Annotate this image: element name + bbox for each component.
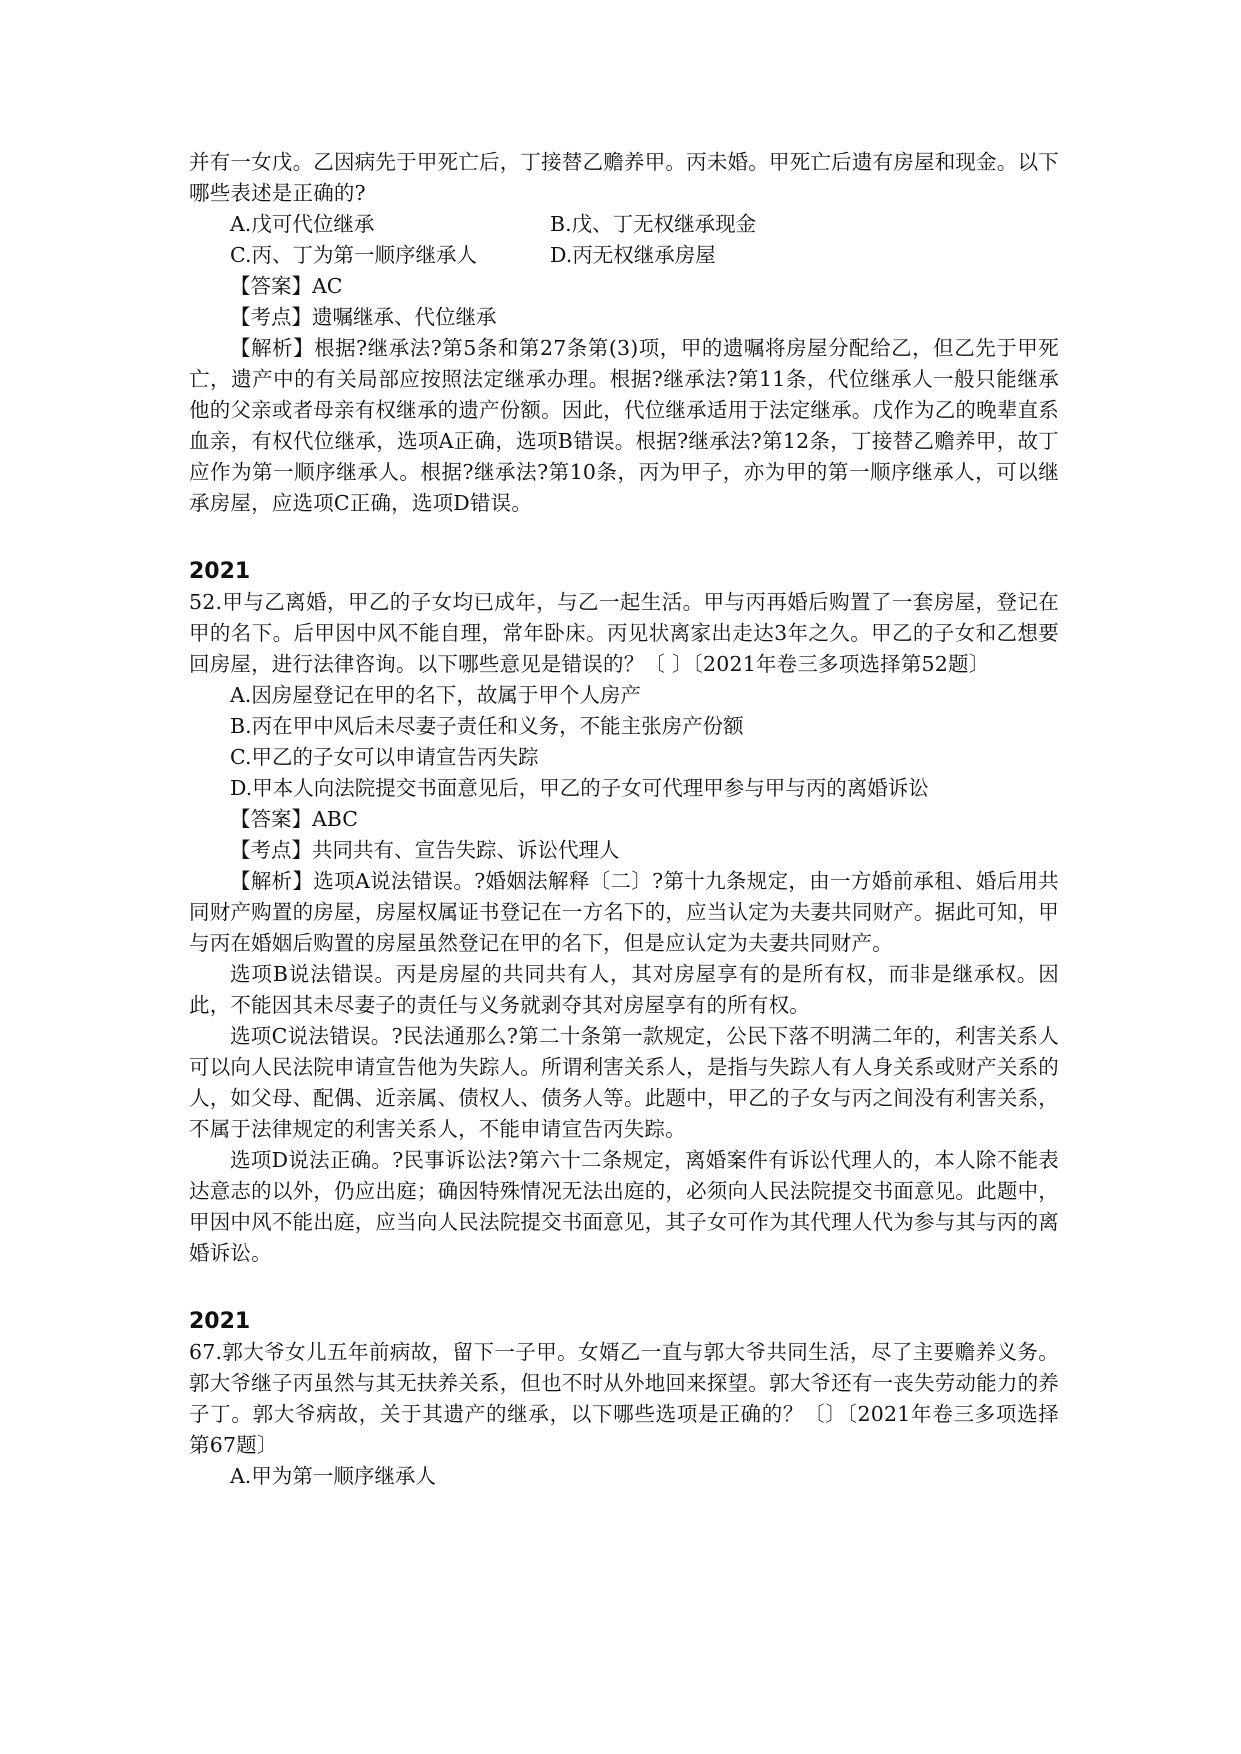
options-row-ab xyxy=(189,209,1059,240)
document-page xyxy=(189,147,1059,1492)
analysis-option-c: 选项C说法错误。?民法通那么?第二十条第一款规定，公民下落不明满二年的，利害关系人可以向人民法院申请宣告他为失踪人。所谓利害关系人，是指与失踪人有人身关系或财产关系的人，如父母、配偶、近亲属、债权人、债务人等。此题中，甲乙的子女与丙之间没有利害关系，不属于法律规定的利害关系人，不能申请宣告丙失踪。 xyxy=(189,1024,1059,1141)
analysis-option-a: 【解析】选项A说法错误。?婚姻法解释〔二〕?第十九条规定，由一方婚前承租、婚后用共同财产购置的房屋，房屋权属证书登记在一方名下的，应当认定为夫妻共同财产。据此可知，甲与丙在婚姻后购置的房屋虽然登记在甲的名下，但是应认定为夫妻共同财产。 xyxy=(189,869,1059,955)
spacer xyxy=(189,519,1059,550)
question-stem: 并有一女戊。乙因病先于甲死亡后，丁接替乙赡养甲。丙未婚。甲死亡后遗有房屋和现金。以下哪些表述是正确的? xyxy=(189,150,1059,205)
answer: 【答案】ABC xyxy=(230,807,358,831)
year-heading: 2021 xyxy=(189,559,251,584)
option-a: A.戊可代位继承 xyxy=(230,212,375,236)
key-point: 【考点】共同共有、宣告失踪、诉讼代理人 xyxy=(230,838,620,862)
analysis: 【解析】根据?继承法?第5条和第27条第(3)项，甲的遗嘱将房屋分配给乙，但乙先于甲死亡，遗产中的有关局部应按照法定继承办理。根据?继承法?第11条，代位继承人一般只能继承他的父亲或者母亲有权继承的遗产份额。因此，代位继承适用于法定继承。戊作为乙的晚辈直系血亲，有权代位继承，选项A正确，选项B错误。根据?继承法?第12条，丁接替乙赡养甲，故丁应作为第一顺序继承人。根据?继承法?第10条，丙为甲子，亦为甲的第一顺序继承人，可以继承房屋，应选项C正确，选项D错误。 xyxy=(189,336,1059,515)
answer: 【答案】AC xyxy=(230,274,343,298)
question-stem: 67.郭大爷女儿五年前病故，留下一子甲。女婿乙一直与郭大爷共同生活，尽了主要赡养义务。郭大爷继子丙虽然与其无扶养关系，但也不时从外地回来探望。郭大爷还有一丧失劳动能力的养子丁。郭大爷病故，关于其遗产的继承，以下哪些选项是正确的？〔〕〔2021年卷三多项选择第67题〕 xyxy=(189,1340,1059,1457)
option-d: D.丙无权继承房屋 xyxy=(550,243,716,267)
question-stem: 52.甲与乙离婚，甲乙的子女均已成年，与乙一起生活。甲与丙再婚后购置了一套房屋，登记在甲的名下。后甲因中风不能自理，常年卧床。丙见状离家出走达3年之久。甲乙的子女和乙想要回房屋，进行法律咨询。以下哪些意见是错误的？〔 〕〔2021年卷三多项选择第52题〕 xyxy=(189,590,1059,676)
analysis-option-d: 选项D说法正确。?民事诉讼法?第六十二条规定，离婚案件有诉讼代理人的，本人除不能表达意志的以外，仍应出庭；确因特殊情况无法出庭的，必须向人民法院提交书面意见。此题中，甲因中风不能出庭，应当向人民法院提交书面意见，其子女可作为其代理人代为参与其与丙的离婚诉讼。 xyxy=(189,1148,1059,1265)
option-a: A.甲为第一顺序继承人 xyxy=(230,1464,436,1488)
key-point: 【考点】遗嘱继承、代位继承 xyxy=(230,305,497,329)
option-b: B.戊、丁无权继承现金 xyxy=(550,212,757,236)
analysis-option-b: 选项B说法错误。丙是房屋的共同共有人，其对房屋享有的是所有权，而非是继承权。因此，不能因其未尽妻子的责任与义务就剥夺其对房屋享有的所有权。 xyxy=(189,962,1059,1017)
option-c: C.甲乙的子女可以申请宣告丙失踪 xyxy=(230,745,539,769)
option-d: D.甲本人向法院提交书面意见后，甲乙的子女可代理甲参与甲与丙的离婚诉讼 xyxy=(230,776,929,800)
option-b: B.丙在甲中风后未尽妻子责任和义务，不能主张房产份额 xyxy=(230,714,744,738)
option-c: C.丙、丁为第一顺序继承人 xyxy=(230,243,477,267)
spacer xyxy=(189,1269,1059,1300)
year-heading: 2021 xyxy=(189,1309,251,1334)
option-a: A.因房屋登记在甲的名下，故属于甲个人房产 xyxy=(230,683,641,707)
options-row-cd xyxy=(189,240,1059,271)
